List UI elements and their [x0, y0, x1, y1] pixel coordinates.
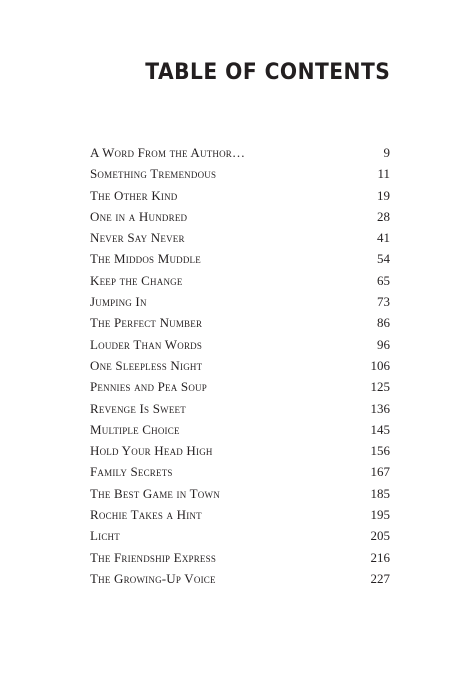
- toc-entry: [90, 312, 390, 333]
- toc-entry: [90, 376, 390, 397]
- toc-entry: [90, 206, 390, 227]
- toc-entry-title: Jumping In: [90, 294, 147, 310]
- toc-entry: [90, 355, 390, 376]
- toc-entry: [90, 504, 390, 525]
- toc-entry-title: One Sleepless Night: [90, 357, 203, 373]
- toc-entry-page-number: 28: [377, 208, 390, 224]
- toc-entry-page-number: 125: [370, 379, 390, 395]
- toc-entry-title: The Perfect Number: [90, 315, 203, 331]
- toc-entry-page-number: 167: [370, 464, 390, 480]
- toc-entry-page-number: 11: [377, 166, 390, 182]
- toc-entry-title: Licht: [90, 528, 120, 544]
- toc-entry-page-number: 41: [377, 230, 390, 246]
- toc-entry-page-number: 136: [370, 400, 390, 416]
- toc-entry: [90, 248, 390, 269]
- toc-entry-title: Something Tremendous: [90, 166, 217, 182]
- toc-entry-page-number: 65: [377, 272, 390, 288]
- toc-entry-page-number: 227: [370, 570, 390, 586]
- page-title: TABLE OF CONTENTS: [145, 60, 390, 85]
- toc-entry-title: The Best Game in Town: [90, 485, 220, 501]
- toc-entry: [90, 291, 390, 312]
- toc-list: [90, 142, 390, 589]
- toc-entry-title: The Growing-Up Voice: [90, 570, 216, 586]
- toc-entry: [90, 568, 390, 589]
- toc-entry: [90, 419, 390, 440]
- toc-entry: [90, 270, 390, 291]
- toc-entry: [90, 142, 390, 163]
- toc-entry-page-number: 106: [370, 357, 390, 373]
- toc-entry-page-number: 19: [377, 187, 390, 203]
- toc-entry-page-number: 86: [377, 315, 390, 331]
- toc-entry: [90, 227, 390, 248]
- toc-entry-page-number: 216: [370, 549, 390, 565]
- toc-entry-title: Pennies and Pea Soup: [90, 379, 207, 395]
- toc-entry-title: The Other Kind: [90, 187, 178, 203]
- toc-entry-title: The Friendship Express: [90, 549, 217, 565]
- toc-entry-page-number: 54: [377, 251, 390, 267]
- toc-entry-title: Hold Your Head High: [90, 443, 213, 459]
- toc-entry-page-number: 73: [377, 294, 390, 310]
- toc-entry: [90, 483, 390, 504]
- toc-entry-page-number: 205: [370, 528, 390, 544]
- toc-entry-title: Never Say Never: [90, 230, 185, 246]
- toc-entry: [90, 185, 390, 206]
- toc-entry: [90, 461, 390, 482]
- toc-entry-page-number: 145: [370, 421, 390, 437]
- toc-entry: [90, 440, 390, 461]
- toc-entry-page-number: 156: [370, 443, 390, 459]
- toc-entry-page-number: 195: [370, 507, 390, 523]
- toc-entry-page-number: 9: [383, 145, 390, 160]
- toc-entry-title: Multiple Choice: [90, 421, 180, 437]
- toc-entry: [90, 334, 390, 355]
- toc-entry-title: Keep the Change: [90, 272, 183, 288]
- toc-entry-page-number: 185: [370, 485, 390, 501]
- toc-entry: [90, 398, 390, 419]
- toc-entry: [90, 525, 390, 546]
- toc-entry: [90, 163, 390, 184]
- toc-entry-title: A Word From the Author…: [90, 145, 246, 160]
- toc-entry-title: Revenge Is Sweet: [90, 400, 186, 416]
- toc-entry: [90, 547, 390, 568]
- toc-entry-page-number: 96: [377, 336, 390, 352]
- toc-entry-title: Louder Than Words: [90, 336, 203, 352]
- toc-entry-title: Rochie Takes a Hint: [90, 507, 202, 523]
- toc-entry-title: Family Secrets: [90, 464, 173, 480]
- toc-entry-title: The Middos Muddle: [90, 251, 201, 267]
- toc-entry-title: One in a Hundred: [90, 208, 188, 224]
